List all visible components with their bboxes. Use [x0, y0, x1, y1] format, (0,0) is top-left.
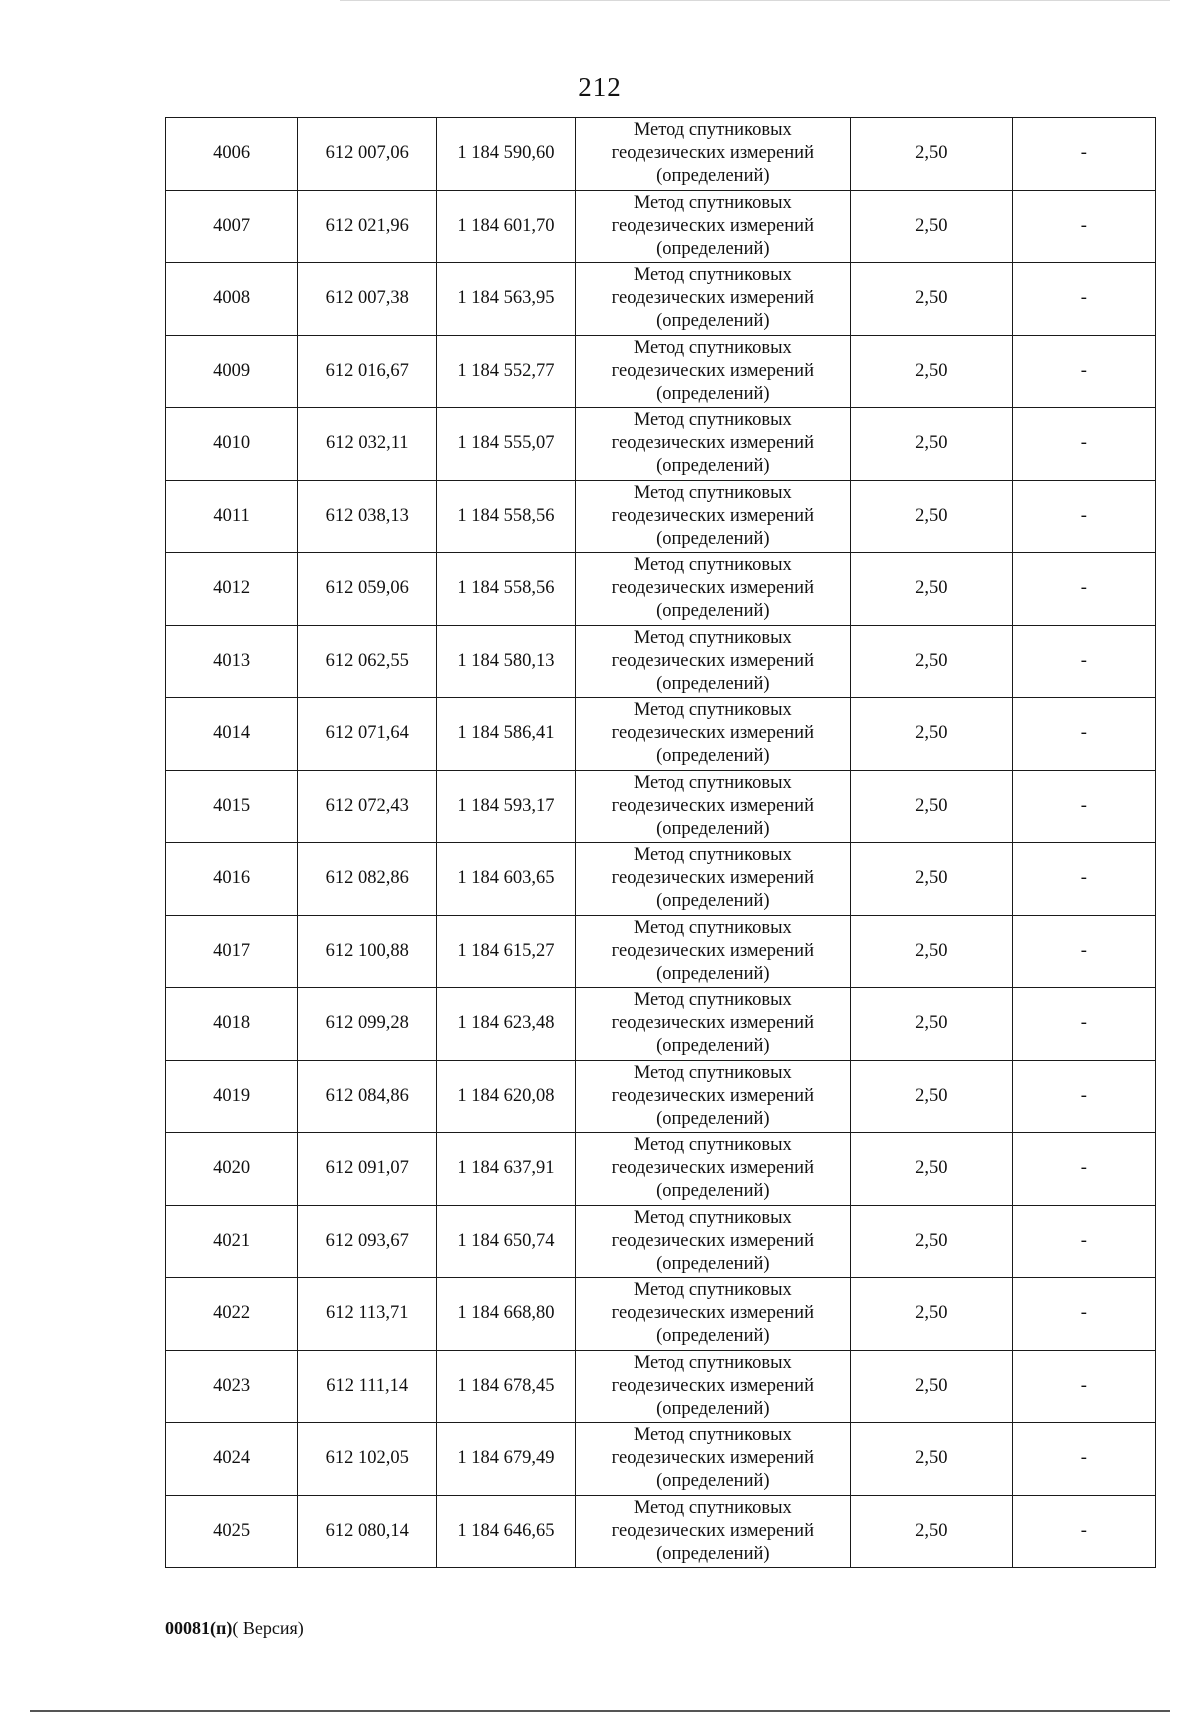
y-coordinate-cell: 1 184 603,65	[437, 843, 575, 916]
table-row	[166, 1205, 1156, 1278]
table-row	[166, 1350, 1156, 1423]
method-line: (определений)	[656, 311, 770, 332]
method-cell	[575, 335, 850, 408]
method-line: геодезических измерений	[611, 1303, 814, 1324]
point-number-cell: 4019	[166, 1060, 298, 1133]
y-coordinate-cell: 1 184 558,56	[437, 480, 575, 553]
method-cell	[575, 625, 850, 698]
x-coordinate-cell: 612 021,96	[298, 190, 437, 263]
x-coordinate-cell: 612 084,86	[298, 1060, 437, 1133]
method-line: (определений)	[656, 963, 770, 984]
description-cell: -	[1012, 408, 1155, 481]
y-coordinate-cell: 1 184 586,41	[437, 698, 575, 771]
coordinates-table	[165, 117, 1156, 1568]
accuracy-cell: 2,50	[851, 1133, 1013, 1206]
method-line: геодезических измерений	[611, 1520, 814, 1541]
method-line: геодезических измерений	[611, 433, 814, 454]
table-row	[166, 843, 1156, 916]
method-line: геодезических измерений	[611, 578, 814, 599]
table-row	[166, 1423, 1156, 1496]
method-line: геодезических измерений	[611, 1158, 814, 1179]
x-coordinate-cell: 612 093,67	[298, 1205, 437, 1278]
method-cell	[575, 553, 850, 626]
method-line: Метод спутниковых	[633, 772, 792, 793]
method-line: Метод спутниковых	[633, 1352, 792, 1373]
table-row	[166, 770, 1156, 843]
method-line: геодезических измерений	[611, 1230, 814, 1251]
table-body	[166, 118, 1156, 1568]
accuracy-cell: 2,50	[851, 770, 1013, 843]
y-coordinate-cell: 1 184 593,17	[437, 770, 575, 843]
table-row	[166, 480, 1156, 553]
table-row	[166, 988, 1156, 1061]
x-coordinate-cell: 612 038,13	[298, 480, 437, 553]
x-coordinate-cell: 612 059,06	[298, 553, 437, 626]
method-line: (определений)	[656, 891, 770, 912]
y-coordinate-cell: 1 184 563,95	[437, 263, 575, 336]
method-line: Метод спутниковых	[633, 1425, 792, 1446]
x-coordinate-cell: 612 071,64	[298, 698, 437, 771]
point-number-cell: 4009	[166, 335, 298, 408]
x-coordinate-cell: 612 016,67	[298, 335, 437, 408]
method-line: Метод спутниковых	[633, 990, 792, 1011]
accuracy-cell: 2,50	[851, 1423, 1013, 1496]
description-cell: -	[1012, 263, 1155, 336]
method-cell	[575, 1495, 850, 1568]
accuracy-cell: 2,50	[851, 335, 1013, 408]
method-line: (определений)	[656, 818, 770, 839]
y-coordinate-cell: 1 184 615,27	[437, 915, 575, 988]
point-number-cell: 4017	[166, 915, 298, 988]
method-line: геодезических измерений	[611, 868, 814, 889]
description-cell: -	[1012, 770, 1155, 843]
x-coordinate-cell: 612 062,55	[298, 625, 437, 698]
method-line: (определений)	[656, 1253, 770, 1274]
description-cell: -	[1012, 843, 1155, 916]
method-line: (определений)	[656, 528, 770, 549]
method-line: (определений)	[656, 601, 770, 622]
description-cell: -	[1012, 335, 1155, 408]
method-line: геодезических измерений	[611, 360, 814, 381]
table-row	[166, 335, 1156, 408]
accuracy-cell: 2,50	[851, 843, 1013, 916]
point-number-cell: 4022	[166, 1278, 298, 1351]
table-row	[166, 698, 1156, 771]
table-row	[166, 1060, 1156, 1133]
description-cell: -	[1012, 1350, 1155, 1423]
table-row	[166, 625, 1156, 698]
method-line: геодезических измерений	[611, 1375, 814, 1396]
method-cell	[575, 988, 850, 1061]
x-coordinate-cell: 612 007,38	[298, 263, 437, 336]
method-line: Метод спутниковых	[633, 192, 792, 213]
method-line: (определений)	[656, 1543, 770, 1564]
method-cell	[575, 118, 850, 191]
y-coordinate-cell: 1 184 650,74	[437, 1205, 575, 1278]
accuracy-cell: 2,50	[851, 1205, 1013, 1278]
method-line: Метод спутниковых	[633, 1207, 792, 1228]
description-cell: -	[1012, 988, 1155, 1061]
method-line: Метод спутниковых	[633, 265, 792, 286]
description-cell: -	[1012, 625, 1155, 698]
accuracy-cell: 2,50	[851, 625, 1013, 698]
method-line: Метод спутниковых	[633, 482, 792, 503]
accuracy-cell: 2,50	[851, 1278, 1013, 1351]
method-cell	[575, 263, 850, 336]
method-cell	[575, 1205, 850, 1278]
method-line: Метод спутниковых	[633, 1497, 792, 1518]
point-number-cell: 4008	[166, 263, 298, 336]
point-number-cell: 4023	[166, 1350, 298, 1423]
point-number-cell: 4018	[166, 988, 298, 1061]
method-line: (определений)	[656, 383, 770, 404]
y-coordinate-cell: 1 184 601,70	[437, 190, 575, 263]
method-cell	[575, 1133, 850, 1206]
method-line: геодезических измерений	[611, 940, 814, 961]
description-cell: -	[1012, 1133, 1155, 1206]
accuracy-cell: 2,50	[851, 553, 1013, 626]
method-line: Метод спутниковых	[633, 1062, 792, 1083]
accuracy-cell: 2,50	[851, 408, 1013, 481]
point-number-cell: 4012	[166, 553, 298, 626]
x-coordinate-cell: 612 080,14	[298, 1495, 437, 1568]
accuracy-cell: 2,50	[851, 1060, 1013, 1133]
y-coordinate-cell: 1 184 637,91	[437, 1133, 575, 1206]
method-line: Метод спутниковых	[633, 627, 792, 648]
method-line: Метод спутниковых	[633, 700, 792, 721]
footer-version: ( Версия)	[232, 1618, 304, 1638]
x-coordinate-cell: 612 102,05	[298, 1423, 437, 1496]
page-number: 212	[578, 72, 622, 102]
x-coordinate-cell: 612 032,11	[298, 408, 437, 481]
x-coordinate-cell: 612 091,07	[298, 1133, 437, 1206]
table-row	[166, 190, 1156, 263]
table-row	[166, 408, 1156, 481]
point-number-cell: 4024	[166, 1423, 298, 1496]
y-coordinate-cell: 1 184 678,45	[437, 1350, 575, 1423]
method-line: (определений)	[656, 1326, 770, 1347]
method-line: Метод спутниковых	[633, 845, 792, 866]
method-line: Метод спутниковых	[633, 555, 792, 576]
table-row	[166, 1133, 1156, 1206]
x-coordinate-cell: 612 072,43	[298, 770, 437, 843]
x-coordinate-cell: 612 100,88	[298, 915, 437, 988]
description-cell: -	[1012, 190, 1155, 263]
method-line: геодезических измерений	[611, 1448, 814, 1469]
method-cell	[575, 915, 850, 988]
y-coordinate-cell: 1 184 623,48	[437, 988, 575, 1061]
point-number-cell: 4025	[166, 1495, 298, 1568]
method-cell	[575, 1060, 850, 1133]
method-cell	[575, 1278, 850, 1351]
footer-code: 00081(п)	[165, 1618, 233, 1638]
table-row	[166, 263, 1156, 336]
description-cell: -	[1012, 480, 1155, 553]
method-cell	[575, 1350, 850, 1423]
description-cell: -	[1012, 118, 1155, 191]
y-coordinate-cell: 1 184 679,49	[437, 1423, 575, 1496]
point-number-cell: 4015	[166, 770, 298, 843]
method-cell	[575, 408, 850, 481]
point-number-cell: 4010	[166, 408, 298, 481]
point-number-cell: 4006	[166, 118, 298, 191]
point-number-cell: 4007	[166, 190, 298, 263]
description-cell: -	[1012, 1278, 1155, 1351]
table-row	[166, 915, 1156, 988]
point-number-cell: 4014	[166, 698, 298, 771]
method-line: (определений)	[656, 673, 770, 694]
method-line: геодезических измерений	[611, 505, 814, 526]
y-coordinate-cell: 1 184 580,13	[437, 625, 575, 698]
accuracy-cell: 2,50	[851, 1495, 1013, 1568]
method-line: геодезических измерений	[611, 288, 814, 309]
y-coordinate-cell: 1 184 620,08	[437, 1060, 575, 1133]
method-line: Метод спутниковых	[633, 917, 792, 938]
method-cell	[575, 1423, 850, 1496]
y-coordinate-cell: 1 184 646,65	[437, 1495, 575, 1568]
method-cell	[575, 843, 850, 916]
description-cell: -	[1012, 553, 1155, 626]
method-line: (определений)	[656, 1036, 770, 1057]
method-line: (определений)	[656, 1471, 770, 1492]
method-line: геодезических измерений	[611, 650, 814, 671]
point-number-cell: 4020	[166, 1133, 298, 1206]
method-line: Метод спутниковых	[633, 1135, 792, 1156]
method-line: (определений)	[656, 456, 770, 477]
method-line: геодезических измерений	[611, 215, 814, 236]
method-cell	[575, 698, 850, 771]
y-coordinate-cell: 1 184 552,77	[437, 335, 575, 408]
y-coordinate-cell: 1 184 558,56	[437, 553, 575, 626]
x-coordinate-cell: 612 082,86	[298, 843, 437, 916]
method-line: Метод спутниковых	[633, 120, 792, 141]
description-cell: -	[1012, 1423, 1155, 1496]
method-line: (определений)	[656, 1398, 770, 1419]
method-line: геодезических измерений	[611, 1085, 814, 1106]
accuracy-cell: 2,50	[851, 915, 1013, 988]
method-line: (определений)	[656, 746, 770, 767]
table-row	[166, 118, 1156, 191]
point-number-cell: 4013	[166, 625, 298, 698]
method-line: геодезических измерений	[611, 795, 814, 816]
method-cell	[575, 190, 850, 263]
x-coordinate-cell: 612 007,06	[298, 118, 437, 191]
method-line: Метод спутниковых	[633, 410, 792, 431]
method-cell	[575, 480, 850, 553]
y-coordinate-cell: 1 184 555,07	[437, 408, 575, 481]
method-line: геодезических измерений	[611, 1013, 814, 1034]
description-cell: -	[1012, 915, 1155, 988]
description-cell: -	[1012, 698, 1155, 771]
accuracy-cell: 2,50	[851, 190, 1013, 263]
accuracy-cell: 2,50	[851, 118, 1013, 191]
method-cell	[575, 770, 850, 843]
point-number-cell: 4021	[166, 1205, 298, 1278]
y-coordinate-cell: 1 184 590,60	[437, 118, 575, 191]
accuracy-cell: 2,50	[851, 698, 1013, 771]
table-row	[166, 1278, 1156, 1351]
point-number-cell: 4011	[166, 480, 298, 553]
method-line: (определений)	[656, 1108, 770, 1129]
method-line: геодезических измерений	[611, 723, 814, 744]
accuracy-cell: 2,50	[851, 263, 1013, 336]
point-number-cell: 4016	[166, 843, 298, 916]
footer	[165, 1618, 304, 1639]
scan-edge-line	[340, 0, 1170, 1]
accuracy-cell: 2,50	[851, 480, 1013, 553]
description-cell: -	[1012, 1495, 1155, 1568]
x-coordinate-cell: 612 099,28	[298, 988, 437, 1061]
method-line: Метод спутниковых	[633, 337, 792, 358]
x-coordinate-cell: 612 113,71	[298, 1278, 437, 1351]
x-coordinate-cell: 612 111,14	[298, 1350, 437, 1423]
description-cell: -	[1012, 1060, 1155, 1133]
method-line: (определений)	[656, 238, 770, 259]
method-line: (определений)	[656, 166, 770, 187]
table-row	[166, 553, 1156, 626]
accuracy-cell: 2,50	[851, 988, 1013, 1061]
table-row	[166, 1495, 1156, 1568]
description-cell: -	[1012, 1205, 1155, 1278]
accuracy-cell: 2,50	[851, 1350, 1013, 1423]
method-line: (определений)	[656, 1181, 770, 1202]
method-line: Метод спутниковых	[633, 1280, 792, 1301]
method-line: геодезических измерений	[611, 143, 814, 164]
y-coordinate-cell: 1 184 668,80	[437, 1278, 575, 1351]
